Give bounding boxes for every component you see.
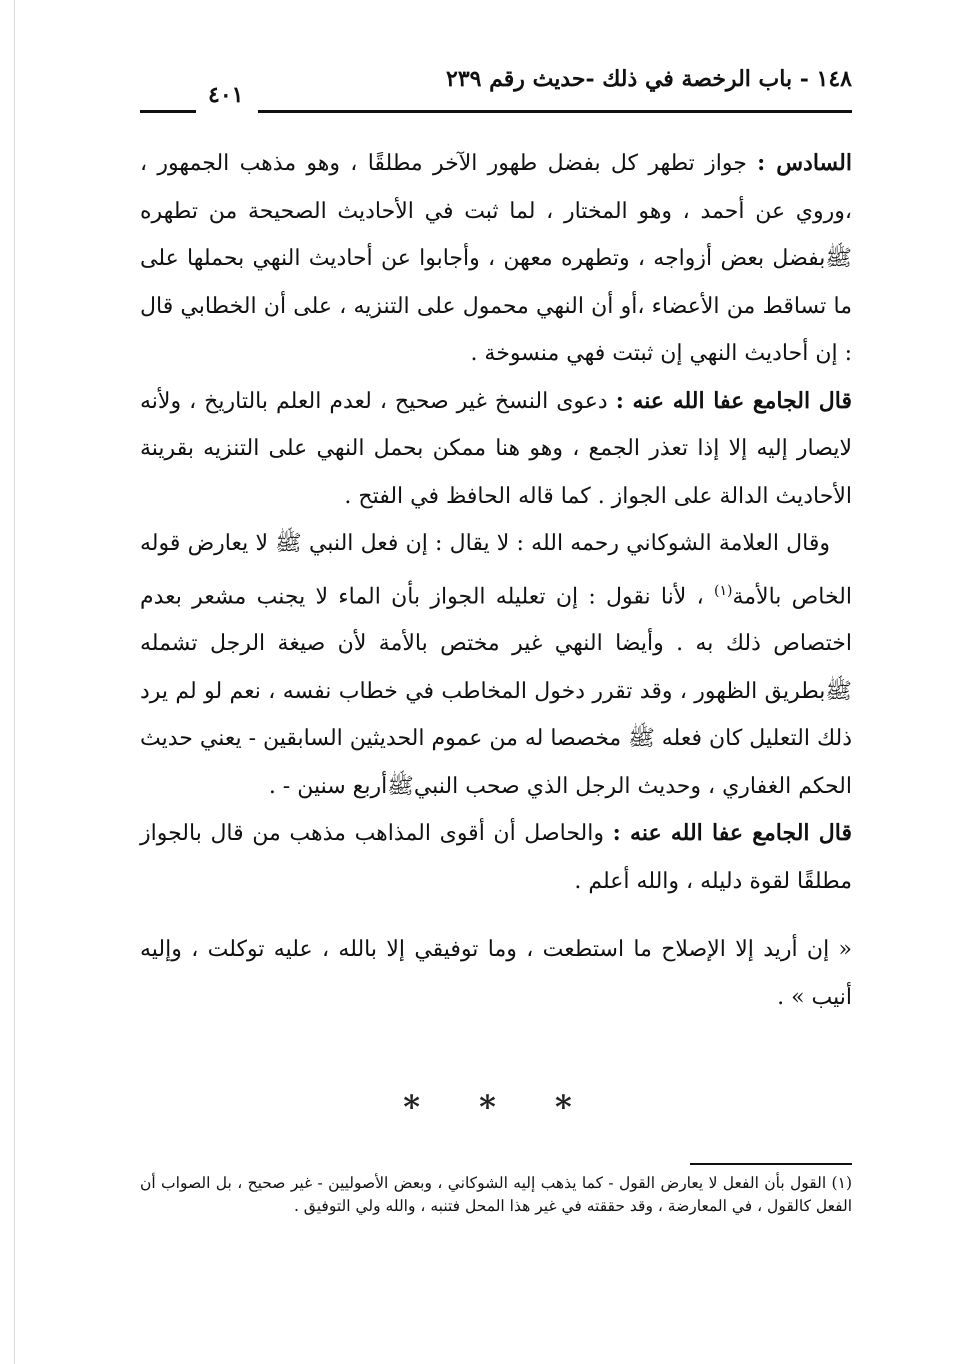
paragraph-lead: قال الجامع عفا الله عنه : (612, 820, 852, 847)
header-rule-short (140, 110, 196, 113)
paragraph-text: والحاصل أن أقوى المذاهب مذهب من قال بالجواز مطلقًا لقوة دليله ، والله أعلم . (140, 821, 852, 894)
paragraph-compiler-note-2 (140, 810, 852, 905)
star-ornament: * (555, 1088, 572, 1126)
main-text (140, 140, 852, 1021)
page-number: ٤٠١ (208, 82, 244, 108)
page-edge-line (14, 0, 15, 1364)
paragraph-text: دعوى النسخ غير صحيح ، لعدم العلم بالتاريخ ، ولأنه لايصار إليه إلا إذا تعذر الجمع ، وهو هنا ممكن بحمل النهي على التنزيه بقرينة الأحاديث الدالة على الجواز . كما قاله الحافظ في الفتح . (140, 388, 852, 509)
header-title: ١٤٨ - باب الرخصة في ذلك -حديث رقم ٢٣٩ (446, 66, 852, 92)
paragraph-closing-verse (140, 926, 852, 1021)
paragraph-text: وقال العلامة الشوكاني رحمه الله : لا يقال : إن فعل النبي ﷺ لا يعارض قوله الخاص بالأمة (140, 531, 853, 609)
header-rule (258, 110, 852, 113)
paragraph-text: جواز تطهر كل بفضل طهور الآخر مطلقًا ، وهو مذهب الجمهور ، ،وروي عن أحمد ، وهو المختار ، لما ثبت في الأحاديث الصحيحة من تطهره ﷺبفضل بعض أزواجه ، وتطهره معهن ، وأجابوا عن أحاديث النهي بحملها على ما تساقط من الأعضاء ،أو أن النهي محمول على التنزيه ، على أن الخطابي قال : إن أحاديث النهي إن ثبتت فهي منسوخة . (140, 151, 852, 366)
footnote: (١) القول بأن الفعل لا يعارض القول - كما يذهب إليه الشوكاني ، وبعض الأصوليين - غير صحيح ، بل الصواب أن الفعل كالقول ، في المعارضة ، وقد حققته في غير هذا المحل فتنبه ، والله ولي التوفيق . (140, 1174, 852, 1215)
paragraph-text: « إن أريد إلا الإصلاح ما استطعت ، وما توفيقي إلا بالله ، عليه توكلت ، وإليه أنيب » . (140, 937, 852, 1010)
paragraph-lead: السادس : (757, 150, 852, 176)
footnote-rule (690, 1163, 852, 1165)
section-divider (0, 1088, 975, 1126)
paragraph-shawkani-quote (140, 520, 852, 810)
paragraph-compiler-note-1 (140, 378, 852, 521)
paragraph-lead: قال الجامع عفا الله عنه : (615, 387, 852, 414)
paragraph-sixth-view (140, 140, 852, 378)
star-ornament: * (403, 1088, 420, 1126)
running-header (140, 66, 852, 116)
star-ornament: * (479, 1088, 496, 1126)
footnote-reference[interactable]: (١) (713, 582, 733, 599)
paragraph-text: ، لأنا نقول : إن تعليله الجواز بأن الماء لا يجنب مشعر بعدم اختصاص ذلك به . وأيضا النهي غير مختص بالأمة لأن صيغة الرجل تشمله ﷺبطريق الظهور ، وقد تقرر دخول المخاطب في خطاب نفسه ، نعم لو لم يرد ذلك التعليل كان فعله ﷺ مخصصا له من عموم الحديثين السابقين - يعني حديث الحكم الغفاري ، وحديث الرجل الذي صحب النبيﷺأربع سنين - . (140, 583, 852, 799)
